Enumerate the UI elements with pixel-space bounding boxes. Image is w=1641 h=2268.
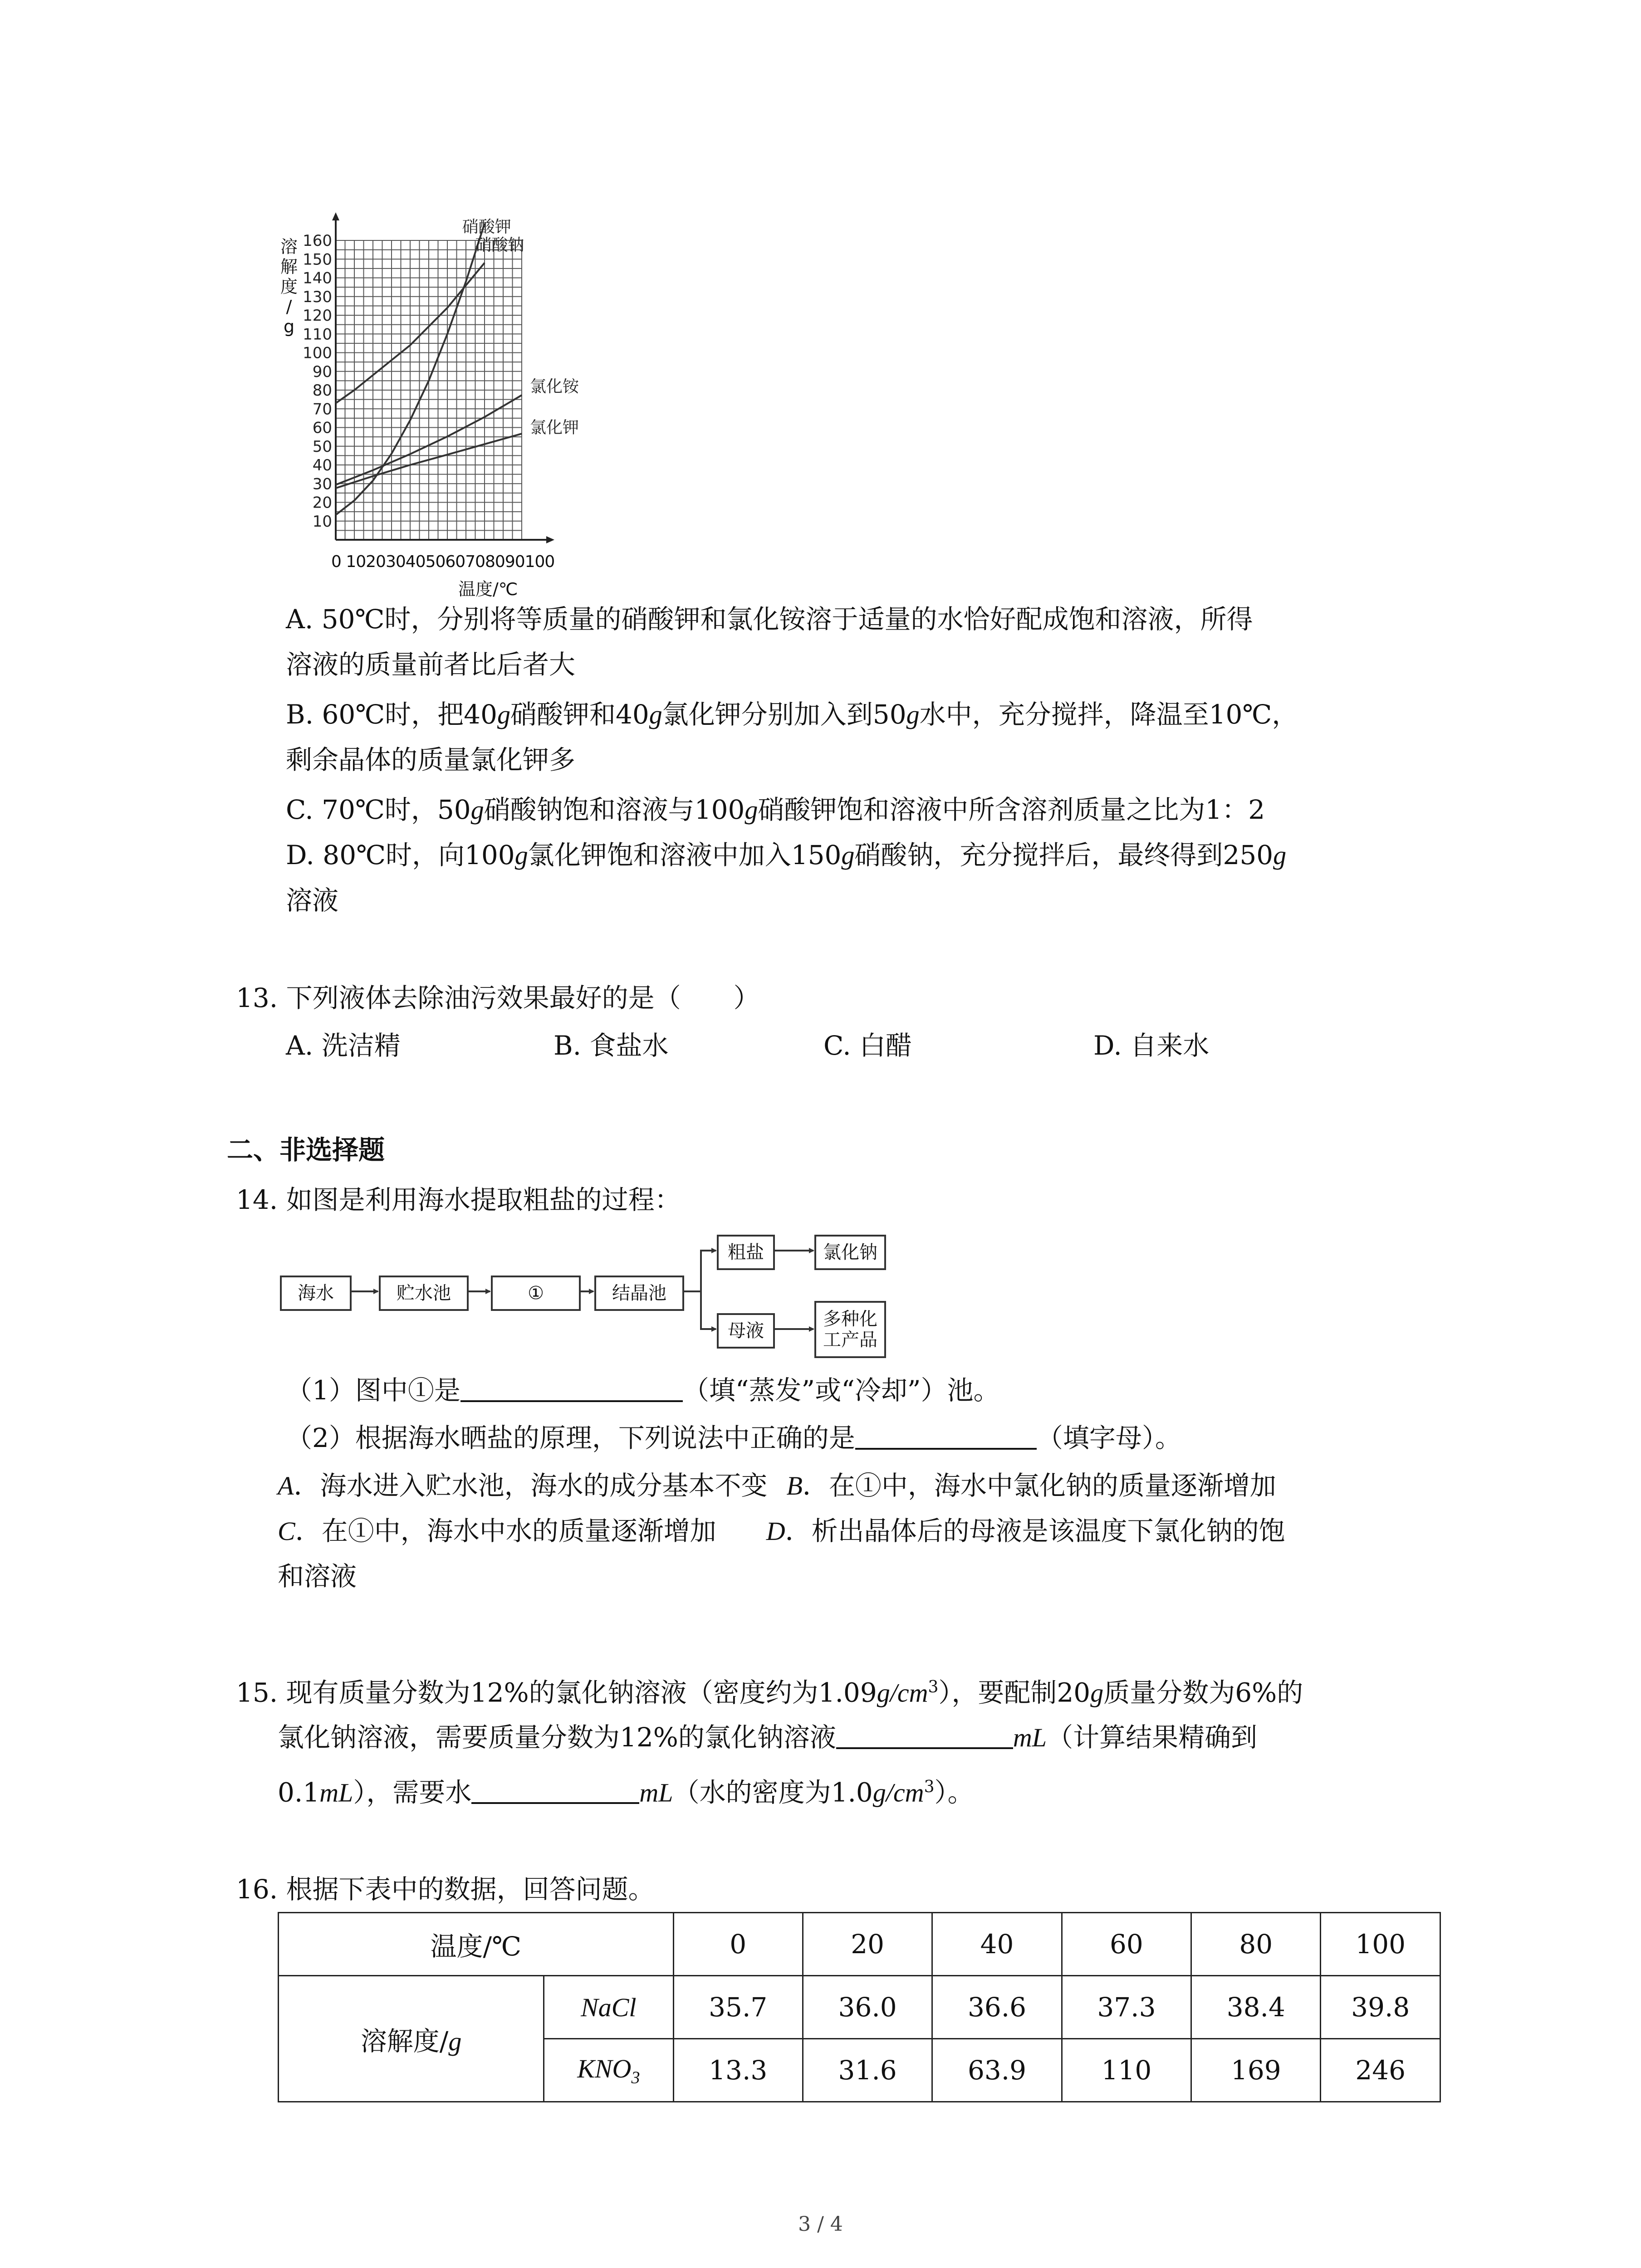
q12-option-d-line2: 溶液 [286, 885, 339, 916]
q14-part1-blank[interactable] [460, 1373, 683, 1402]
y-axis-label-char: 度 [280, 277, 298, 297]
q13-option-d: D. 自来水 [1093, 1030, 1210, 1061]
y-tick-label: 70 [312, 400, 332, 419]
page-number: 3 / 4 [798, 2213, 843, 2236]
flow-crude-salt: 粗盐 [717, 1235, 775, 1270]
q13-option-c: C. 白醋 [823, 1030, 912, 1061]
y-tick-label: 40 [312, 456, 332, 474]
y-tick-label: 80 [312, 381, 332, 400]
table-row [279, 1913, 1440, 1976]
q13-stem: 13. 下列液体去除油污效果最好的是（ ） [236, 982, 760, 1013]
table-cell: 36.0 [803, 1976, 932, 2039]
y-tick-label: 50 [312, 437, 332, 456]
solubility-chart [272, 209, 617, 599]
y-tick-label: 90 [312, 362, 332, 381]
q15-line3: 0.1mL），需要水 mL（水的密度为$1.0g/cm^3$）。 [278, 1769, 974, 1811]
y-tick-label: 20 [312, 494, 332, 512]
y-tick-label: 60 [312, 419, 332, 437]
q14-part1: （1）图中①是 （填“蒸发”或“冷却”）池。 [286, 1372, 1000, 1408]
table-cell: 63.9 [932, 2039, 1062, 2102]
q14-option-d-line2: 和溶液 [278, 1561, 357, 1592]
flow-seawater: 海水 [280, 1276, 352, 1311]
table-cell: 36.6 [932, 1976, 1062, 2039]
y-tick-label: 30 [312, 475, 332, 494]
flow-step-1: ① [491, 1276, 581, 1311]
flow-crystallizer: 结晶池 [594, 1276, 684, 1311]
y-axis-arrow [332, 212, 339, 220]
table-row [279, 1976, 1440, 2039]
y-tick-label: 140 [303, 269, 332, 288]
y-tick-label: 110 [303, 325, 332, 344]
y-axis-label-char: 解 [280, 257, 298, 277]
table-cell: 20 [803, 1913, 932, 1976]
table-cell: 60 [1062, 1913, 1191, 1976]
series-label: 氯化钾 [530, 418, 579, 437]
table-cell: 38.4 [1191, 1976, 1321, 2039]
q14-option-cd: C．在①中，海水中水的质量逐渐增加 D．析出晶体后的母液是该温度下氯化钠的饱 [278, 1515, 1285, 1546]
y-tick-label: 10 [312, 512, 332, 531]
x-axis-arrow [546, 536, 554, 543]
table-cell: 110 [1062, 2039, 1191, 2102]
table-cell: 0 [673, 1913, 803, 1976]
flow-reservoir: 贮水池 [379, 1276, 469, 1311]
solubility-table [278, 1912, 1441, 2102]
q14-part2: （2）根据海水晒盐的原理，下列说法中正确的是 （填字母）。 [286, 1420, 1181, 1456]
table-cell: 100 [1321, 1913, 1440, 1976]
y-axis-label-char: g [283, 317, 295, 337]
table-row-label-nacl: NaCl [544, 1976, 673, 2039]
q15-line2: 氯化钠溶液，需要质量分数为12%的氯化钠溶液 mL（计算结果精确到 [278, 1719, 1257, 1756]
flow-arrows [272, 1225, 907, 1370]
table-header-temp: 温度/℃ [279, 1913, 674, 1976]
q15-line1: 15. 现有质量分数为12%的氯化钠溶液（密度约为$1.09g/cm^3$），要配制20g质量分数为6%的 [236, 1677, 1303, 1708]
series-label: 硝酸钾 [462, 218, 511, 236]
q14-option-ab: A．海水进入贮水池，海水的成分基本不变 B．在①中，海水中氯化钠的质量逐渐增加 [278, 1470, 1276, 1501]
q15-blank-1[interactable] [836, 1720, 1013, 1749]
y-axis-label-char: / [286, 297, 292, 317]
y-tick-label: 160 [303, 232, 332, 250]
q12-option-b-line1: B. 60℃时，把40g硝酸钾和40g氯化钾分别加入到50g水中，充分搅拌，降温至10℃， [286, 699, 1298, 730]
table-cell: 40 [932, 1913, 1062, 1976]
q12-option-d-line1: D. 80℃时，向100g氯化钾饱和溶液中加入150g硝酸钠，充分搅拌后，最终得到250g [286, 840, 1287, 870]
y-tick-label: 150 [303, 250, 332, 269]
y-tick-label: 100 [303, 344, 332, 362]
flow-chemical-products: 多种化 工产品 [814, 1301, 886, 1358]
flow-mother-liquor: 母液 [717, 1313, 775, 1349]
table-cell: 80 [1191, 1913, 1321, 1976]
table-cell: 169 [1191, 2039, 1321, 2102]
q13-option-b: B. 食盐水 [554, 1030, 669, 1061]
table-cell: 13.3 [673, 2039, 803, 2102]
y-axis-label-char: 溶 [280, 237, 298, 257]
q14-part2-blank[interactable] [855, 1421, 1037, 1450]
x-tick-labels: 0 102030405060708090100 [331, 552, 555, 571]
q14-stem: 14. 如图是利用海水提取粗盐的过程： [236, 1184, 681, 1215]
x-axis-label: 温度/℃ [458, 579, 518, 599]
y-axis-label [278, 237, 300, 337]
y-tick-label: 120 [303, 307, 332, 325]
table-cell: 37.3 [1062, 1976, 1191, 2039]
q16-stem: 16. 根据下表中的数据，回答问题。 [236, 1874, 655, 1905]
table-header-solubility: 溶解度/g [279, 1976, 544, 2102]
q12-option-c: C. 70℃时，50g硝酸钠饱和溶液与100g硝酸钾饱和溶液中所含溶剂质量之比为1：2 [286, 794, 1265, 825]
table-cell: 246 [1321, 2039, 1440, 2102]
q12-option-b-line2: 剩余晶体的质量氯化钾多 [286, 744, 576, 775]
q12-option-a-line2: 溶液的质量前者比后者大 [286, 649, 576, 680]
y-tick-label: 130 [303, 288, 332, 306]
table-cell: 35.7 [673, 1976, 803, 2039]
q13-option-a: A. 洗洁精 [286, 1030, 401, 1061]
flow-sodium-chloride: 氯化钠 [814, 1235, 886, 1270]
series-label: 硝酸钠 [475, 236, 524, 254]
q12-option-a-line1: A. 50℃时，分别将等质量的硝酸钾和氯化铵溶于适量的水恰好配成饱和溶液，所得 [286, 604, 1253, 635]
table-row-label-kno3: $KNO_3$ [544, 2039, 673, 2102]
series-label: 氯化铵 [530, 377, 579, 396]
table-cell: 39.8 [1321, 1976, 1440, 2039]
q15-blank-2[interactable] [471, 1775, 639, 1804]
table-cell: 31.6 [803, 2039, 932, 2102]
section-heading: 二、非选择题 [227, 1134, 385, 1165]
